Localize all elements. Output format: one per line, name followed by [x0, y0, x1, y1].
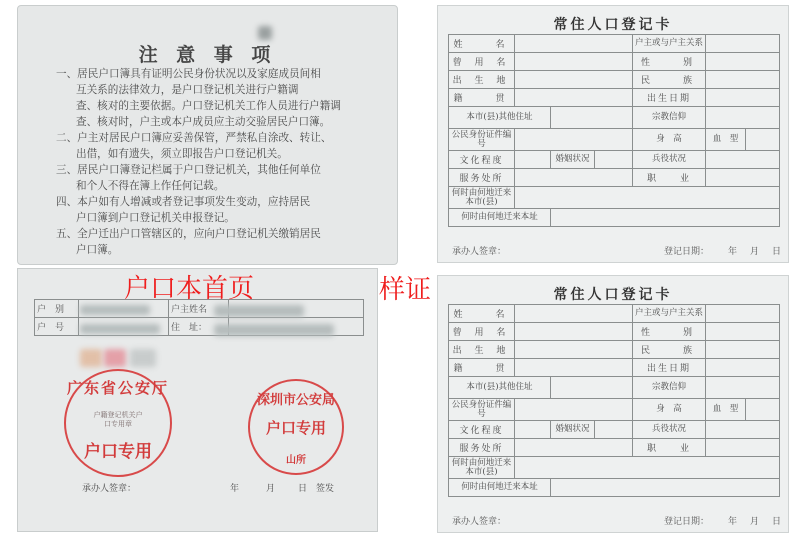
seal-small-text: 户籍登记机关户口专用章: [93, 411, 143, 428]
employer-label: 服务处所: [449, 169, 515, 187]
redaction-blur: [80, 349, 102, 367]
notice-line: 查、核对的主要依据。户口登记机关工作人员进行户籍调: [76, 100, 341, 112]
occupation-label: 职 业: [633, 439, 706, 457]
card-undertaker: 承办人签章：: [452, 517, 507, 527]
id-number-value: [515, 129, 633, 151]
moved-city-label: 何时由何地迁来本市(县): [449, 457, 515, 479]
education-label: 文化程度: [449, 151, 515, 169]
province-seal: [64, 369, 172, 477]
notice-title: 注 意 事 项: [138, 44, 277, 66]
blood-type-label: 血 型: [706, 399, 746, 421]
card-day: 日: [772, 247, 782, 257]
birthplace-label: 出 生 地: [449, 341, 515, 359]
year-label: 年: [230, 484, 240, 494]
other-address-value: [551, 377, 633, 399]
name-label: 姓 名: [449, 305, 515, 323]
registration-card-top: [437, 5, 789, 263]
id-number-label: 公民身份证件编号: [449, 129, 515, 151]
employer-value: [515, 169, 633, 187]
notice-line: 一、居民户口簿具有证明公民身份状况以及家庭成员间相: [56, 68, 321, 80]
card-month: 月: [750, 247, 760, 257]
ethnicity-value: [706, 341, 780, 359]
registration-card-bottom: [437, 275, 789, 533]
occupation-label: 职 业: [633, 169, 706, 187]
religion-label: 宗教信仰: [633, 107, 706, 129]
redaction-blur: [214, 324, 334, 336]
redaction-blur: [130, 349, 156, 367]
native-place-value: [515, 359, 633, 377]
former-name-label: 曾 用 名: [449, 323, 515, 341]
notice-line: 二、户主对居民户口簿应妥善保管，严禁私自涂改、转让、: [56, 132, 332, 144]
undertaker-label: 承办人签章：: [82, 484, 137, 494]
id-number-label: 公民身份证件编号: [449, 399, 515, 421]
notice-body: [56, 66, 376, 258]
education-value: [515, 421, 551, 439]
notice-page: [17, 5, 398, 265]
relation-label: 户主或与户主关系: [633, 35, 706, 53]
blood-type-value: [746, 399, 780, 421]
gender-value: [706, 323, 780, 341]
card-day: 日: [772, 517, 782, 527]
other-address-label: 本市(县)其他住址: [449, 377, 551, 399]
card-date-label: 登记日期：: [664, 517, 710, 527]
card-undertaker: 承办人签章：: [452, 247, 507, 257]
redaction-blur: [214, 305, 304, 317]
education-label: 文化程度: [449, 421, 515, 439]
marital-value: [595, 151, 633, 169]
moved-city-value: [515, 187, 780, 209]
card-title: 常住人口登记卡: [553, 17, 673, 33]
relation-label: 户主或与户主关系: [633, 305, 706, 323]
native-place-value: [515, 89, 633, 107]
marital-value: [595, 421, 633, 439]
other-address-label: 本市(县)其他住址: [449, 107, 551, 129]
notice-line: 四、本户如有人增减或者登记事项发生变动，应持居民: [56, 196, 311, 208]
card-year: 年: [728, 517, 738, 527]
military-label: 兵役状况: [633, 151, 706, 169]
seal-bottom-text: 山所: [286, 455, 306, 466]
name-value: [515, 305, 633, 323]
employer-label: 服务处所: [449, 439, 515, 457]
moved-address-value: [551, 209, 780, 227]
marital-label: 婚姻状况: [551, 421, 595, 439]
moved-address-value: [551, 479, 780, 497]
registration-table: [448, 34, 780, 227]
employer-value: [515, 439, 633, 457]
moved-city-value: [515, 457, 780, 479]
redaction-blur: [104, 349, 126, 367]
seal-ring-text: 深圳市公安局: [256, 393, 335, 408]
religion-label: 宗教信仰: [633, 377, 706, 399]
address-label: 住 址：: [169, 318, 229, 336]
notice-line: 户口簿到户口登记机关申报登记。: [76, 212, 235, 224]
height-label: 身 高: [633, 129, 706, 151]
city-seal: [248, 379, 344, 475]
id-number-value: [515, 399, 633, 421]
former-name-value: [515, 323, 633, 341]
birthdate-label: 出生日期: [633, 89, 706, 107]
relation-value: [706, 35, 780, 53]
birthdate-value: [706, 89, 780, 107]
month-label: 月: [266, 484, 276, 494]
birthplace-value: [515, 341, 633, 359]
card-title: 常住人口登记卡: [553, 287, 673, 303]
education-value: [515, 151, 551, 169]
notice-line: 三、居民户口簿登记栏属于户口登记机关，其他任何单位: [56, 164, 321, 176]
birthplace-value: [515, 71, 633, 89]
day-label: 日: [298, 484, 308, 494]
ethnicity-label: 民 族: [633, 341, 706, 359]
occupation-value: [706, 439, 780, 457]
name-value: [515, 35, 633, 53]
notice-line: 查、核对时，户主或本户成员应主动交验居民户口簿。: [76, 116, 331, 128]
height-label: 身 高: [633, 399, 706, 421]
sample-caption: 样证: [379, 275, 432, 305]
blood-type-label: 血 型: [706, 129, 746, 151]
redaction-blur: [80, 305, 150, 315]
notice-line: 互关系的法律效力，是户口登记机关进行户籍调: [76, 84, 299, 96]
seal-ring-text: 广东省公安厅: [66, 379, 169, 397]
card-month: 月: [750, 517, 760, 527]
moved-address-label: 何时由何地迁来本址: [449, 209, 551, 227]
other-address-value: [551, 107, 633, 129]
birthplace-label: 出 生 地: [449, 71, 515, 89]
notice-line: 出借，如有遗失，须立即报告户口登记机关。: [76, 148, 288, 160]
notice-line: 和个人不得在簿上作任何记载。: [76, 180, 225, 192]
ethnicity-value: [706, 71, 780, 89]
card-date-label: 登记日期：: [664, 247, 710, 257]
householder-label: 户主姓名: [169, 300, 229, 318]
seal-center-text: 户口专用: [84, 442, 152, 462]
ethnicity-label: 民 族: [633, 71, 706, 89]
gender-label: 性 别: [633, 323, 706, 341]
occupation-value: [706, 169, 780, 187]
seal-center-text: 户口专用: [265, 419, 326, 437]
hukou-type-label: 户 别: [35, 300, 79, 318]
notice-line: 户口簿。: [76, 244, 119, 256]
issue-label: 签发: [316, 484, 335, 494]
moved-address-label: 何时由何地迁来本址: [449, 479, 551, 497]
gender-value: [706, 53, 780, 71]
gender-label: 性 别: [633, 53, 706, 71]
former-name-label: 曾 用 名: [449, 53, 515, 71]
marital-label: 婚姻状况: [551, 151, 595, 169]
moved-city-label: 何时由何地迁来本市(县): [449, 187, 515, 209]
military-value: [706, 151, 780, 169]
blood-type-value: [746, 129, 780, 151]
hukou-no-label: 户 号: [35, 318, 79, 336]
redaction-blur: [80, 324, 160, 334]
military-label: 兵役状况: [633, 421, 706, 439]
homepage-caption: 户口本首页: [124, 274, 255, 304]
relation-value: [706, 305, 780, 323]
former-name-value: [515, 53, 633, 71]
redaction-blur: [258, 26, 272, 40]
notice-line: 五、全户迁出户口管辖区的，应向户口登记机关缴销居民: [56, 228, 321, 240]
name-label: 姓 名: [449, 35, 515, 53]
religion-value: [706, 377, 780, 399]
native-place-label: 籍 贯: [449, 89, 515, 107]
birthdate-label: 出生日期: [633, 359, 706, 377]
military-value: [706, 421, 780, 439]
card-year: 年: [728, 247, 738, 257]
birthdate-value: [706, 359, 780, 377]
religion-value: [706, 107, 780, 129]
native-place-label: 籍 贯: [449, 359, 515, 377]
registration-table: [448, 304, 780, 497]
hukou-homepage: [17, 268, 378, 532]
